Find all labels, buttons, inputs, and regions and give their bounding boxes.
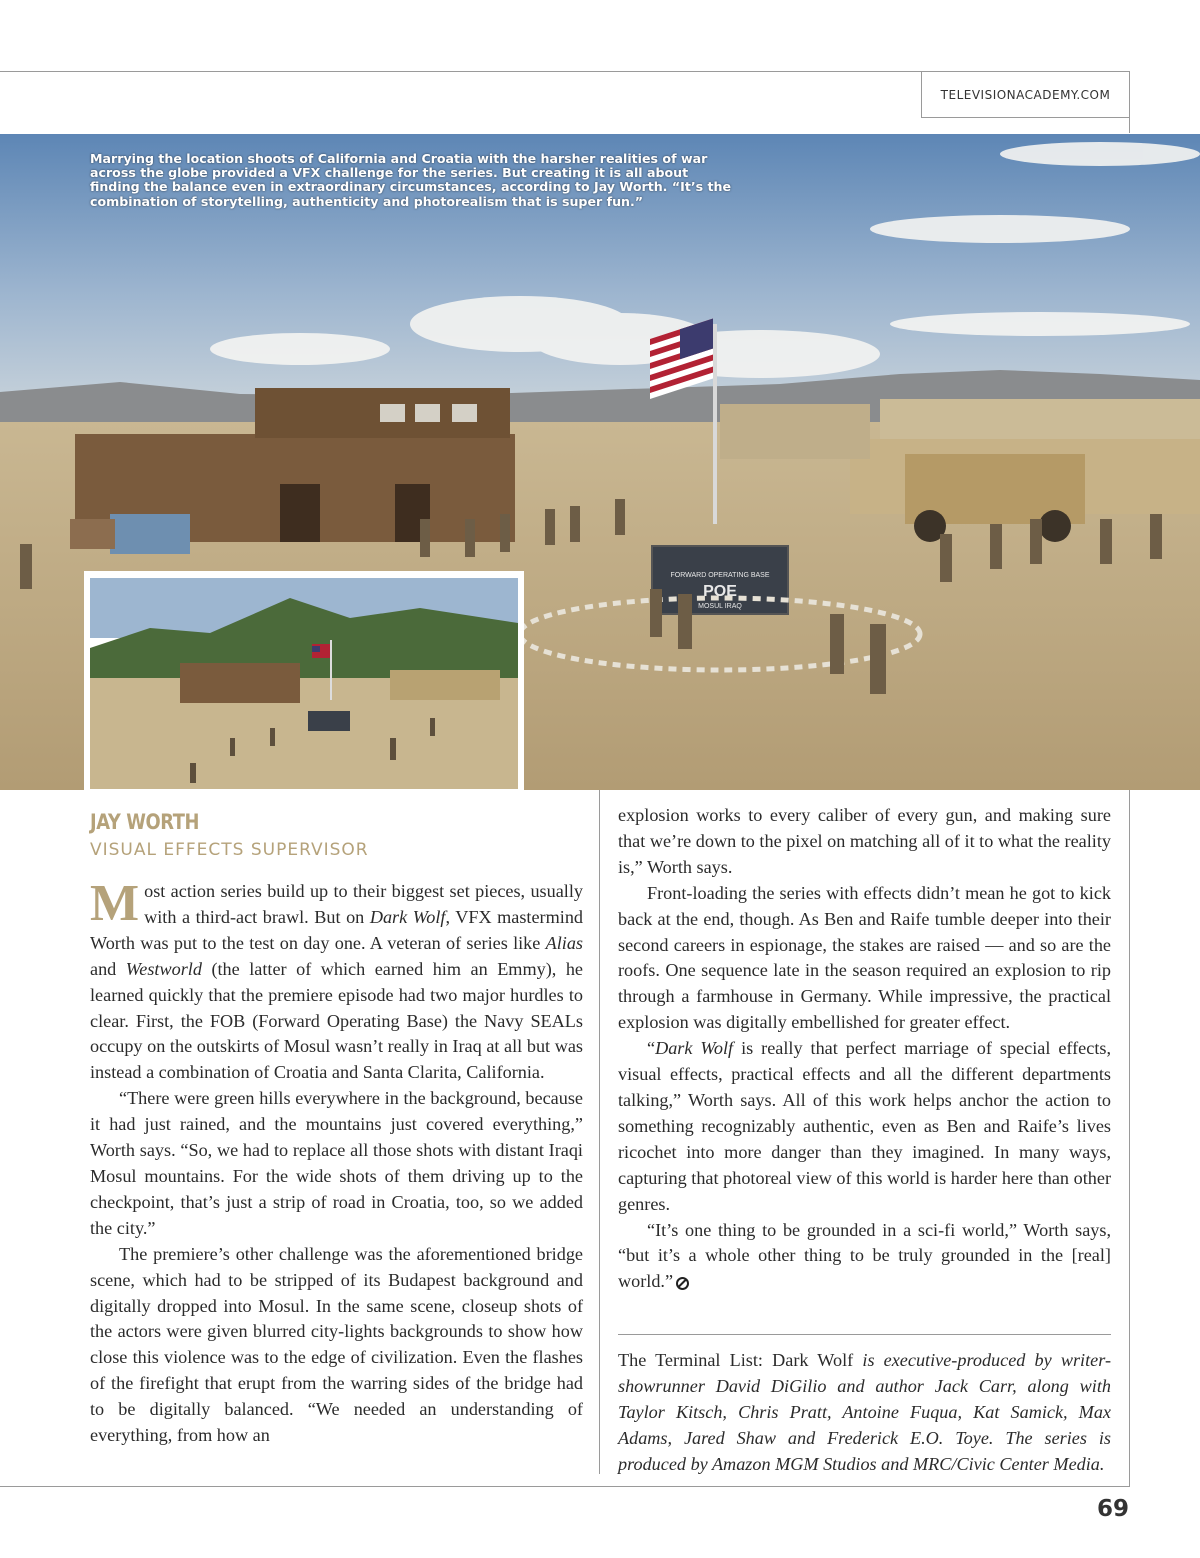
paragraph-4: Front-loading the series with effects didn’t mean he got to kick back at the end, though. As Ben and Raife tumble deeper into their second careers in espionage, the stakes are raised — and so are the roofs. One sequence late in the season required an explosion to rip through a farmhouse in Germany. While impressive, the practical explosion was digitally embellished for greater effect. [618,882,1111,1033]
show-title: The Terminal List: Dark Wolf [618,1350,854,1370]
inset-scene [90,578,518,789]
end-mark-icon [676,1277,689,1290]
paragraph-3-part-1: The premiere’s other challenge was the aforementioned bridge scene, which had to be stripped of its Budapest background and digitally dropped into Mosul. In the same scene, closeup shots of the actors were given blurred city-lights backgrounds to show how close this violence was to the edge of civilization. Even the flashes of the firefight that erupt from the warring sides of the bridge had to be digitally balanced. “We needed an understanding of everything, from how an [90,1243,583,1446]
paragraph-1: Most action series build up to their biggest set pieces, usually with a third-act brawl. But on Dark Wolf, VFX mastermind Worth was put to the test on day one. A veteran of series like Alias and Westworld (the latter of which earned him an Emmy), he learned quickly that the premiere episode had two major hurdles to clear. First, the FOB (Forward Operating Base) the Navy SEALs occupy on the outskirts of Mosul wasn’t really in Iraq at all but was instead a combination of Croatia and Santa Clarita, California. [90,875,584,1083]
header-right-rule [1129,71,1130,133]
page-number: 69 [1096,1496,1129,1522]
paragraph-5: “Dark Wolf is really that perfect marriage of special effects, visual effects, practical effects and all the different departments talking,” Worth says. All of this work helps anchor the action to something recognizably authentic, even as Ben and Raife’s lives ricochet into more danger than they imagined. In many ways, capturing that photoreal view of this world is harder here than other genres. [618,1038,1112,1214]
credits-rule [618,1334,1111,1335]
byline-role: VISUAL EFFECTS SUPERVISOR [90,840,369,860]
sign-line1: FORWARD OPERATING BASE [670,572,770,579]
photo-caption: Marrying the location shoots of California and Croatia with the harsher realities of war across the globe provided a VFX challenge for the series. But creating it is all about finding the balance even in extraordinary circumstances, according to Jay Worth. “It’s the combination of storytelling, authenticity and photorealism that is super fun.” [90,151,732,209]
paragraph-2: “There were green hills everywhere in the background, because it had just rained, and the mountains just covered everything,” Worth says. “So, we had to replace all those shots with distant Iraqi Mosul mountains. For the wide shots of them driving up to the checkpoint, that’s just a strip of road in Croatia, too, so we added the city.” [90,1088,583,1238]
right-frame-rule [1129,790,1130,1487]
paragraph-3-part-2: explosion works to every caliber of every gun, and making sure that we’re down to the pixel on matching all of it to what the reality is,” Worth says. [618,805,1111,877]
column-divider [599,790,600,1474]
article-column-1 [90,875,584,1449]
site-url: TELEVISIONACADEMY.COM [940,88,1111,102]
byline-name: JAY WORTH [90,810,199,834]
sign-line2: POE [703,583,737,600]
drop-cap: M [90,875,140,932]
sign-line3: MOSUL IRAQ [698,603,742,610]
article-column-2 [618,803,1111,1295]
bottom-frame-rule [0,1486,1130,1487]
inset-photo [84,571,524,795]
credits-text: is executive-produced by writer-showrunner David DiGilio and author Jack Carr, along with Taylor Kitsch, Chris Pratt, Antoine Fuqua, Kat Samick, Max Adams, Jared Shaw and Frederick E.O. Toye. The series is produced by Amazon MGM Studios and MRC/Civic Center Media. [618,1350,1111,1474]
paragraph-6: “It’s one thing to be grounded in a sci-fi world,” Worth says, “but it’s a whole other thing to be truly grounded in the [real] world.” [618,1219,1111,1292]
credits-note [618,1347,1111,1477]
